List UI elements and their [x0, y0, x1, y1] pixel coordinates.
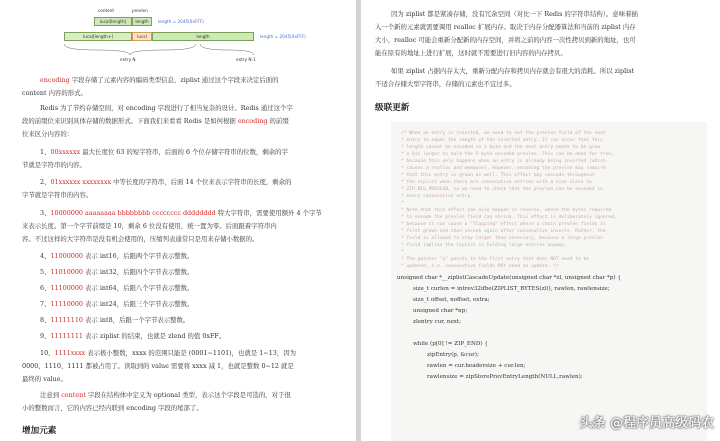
code-comment: * because this only happens when an entry is already being inserted (which: [401, 159, 606, 164]
code-comment: * updated, i.e. consecutive fields MAY need an update. */: [401, 264, 559, 269]
code-line: unsigned char *__ziplistCascadeUpdate(unsigned char *zl, unsigned char *p) {: [397, 275, 621, 281]
list-item: 9、11111111 表示 ziplist 的结束，也就是 zlend 的值 0xFF。: [40, 332, 226, 340]
diagram-top-prevlen: length: [132, 17, 152, 26]
diagram-entry-n: entry N: [120, 57, 136, 62]
code-comment: * that this entry is grown as well. This effect may cascade throughout: [401, 173, 595, 178]
list-item: 6、11100000 表示 int64，后跟八个字节表示整数。: [40, 284, 194, 292]
paragraph-redis-line3: 位来区分内容的：: [22, 130, 74, 138]
list-item-cont: 最终的 value。: [22, 375, 67, 383]
paragraph-memory-line1: 如果 ziplist 占据内存太大，重新分配内存和拷贝内存就会有很大的消耗。所以 ziplist: [391, 67, 635, 75]
diagram-bottom-prevlen: lucsl: [132, 32, 152, 41]
code-comment: * ZIP_BIG_PREVLEN, so we need to check that the prevlen can be encoded in: [401, 187, 603, 192]
code-comment: * to encode the prevlen field can shrink. This effect is deliberately ignored,: [401, 215, 617, 220]
list-item-cont: 容。不过这样的大字符串是没有机会使用的，压缩列表通常只是用来存储小数据的。: [22, 235, 259, 243]
diagram-braces: [40, 42, 340, 62]
code-comment: * length cannot be encoded in 1 byte and the next entry needs to be grow: [401, 145, 601, 150]
list-item: 10、1111xxxx 表示极小整数，xxxx 的范围只能是 (0001~1101)，也就是 1~13，因为: [40, 349, 296, 357]
paragraph-redis-line1: Redis 为了节约存储空间，对 encoding 字段进行了相当复杂的设计。Redis 通过这个字: [40, 104, 293, 112]
paragraph-ziplist-line2: 入一个新的元素就需要调用 realloc 扩展内存。取决于内存分配器算法和当前的 ziplist 内存: [375, 23, 636, 31]
code-comment: * causes a realloc and memmove). However, encoding the prevlen may require: [401, 166, 606, 171]
paragraph-encoding-line1: encoding 字段存储了元素内容的编码类型信息，ziplist 通过这个字段来决定后面的: [40, 76, 279, 84]
right-page: [361, 0, 720, 441]
left-page: [0, 0, 356, 441]
paragraph-encoding-line2: content 内容的形式。: [22, 89, 87, 97]
diagram-top-content: lucal[length]: [94, 17, 132, 26]
code-comment: * the ziplist when there are consecutive entries with a size close to: [401, 180, 592, 185]
code-comment: * first grown and then shrunk again after consecutive inserts. Rather, the: [401, 229, 606, 234]
code-comment: * every consecutive entry.: [401, 194, 473, 199]
code-comment: *: [401, 250, 404, 255]
code-comment: * Note that this effect can also happen in reverse, where the bytes required: [401, 208, 612, 213]
list-item-cont: 节就是字符串的内容。: [22, 161, 86, 169]
watermark-text: 头条 @程序员高级码农: [579, 416, 714, 431]
diagram-entry-n-1: entry N-1: [236, 57, 256, 62]
list-item-cont: 字节就是字符串的内容。: [22, 191, 93, 199]
code-line: zipEntry(p, &cur);: [427, 352, 479, 358]
code-comment: * a bit larger to hold the 5-byte encoded prevlen. This can be done for free,: [401, 152, 614, 157]
code-block: [391, 122, 707, 441]
paragraph-ziplist-line3: 大小，realloc 可能会重新分配新的内存空间，并将之前的内容一次性拷贝到新的地址，也可: [375, 36, 636, 44]
paragraph-content-note-line2: 小的整数而言，它的内容已经内联到 encoding 字段的尾部了。: [22, 404, 203, 412]
list-item: 5、11010000 表示 int32，后跟四个字节表示整数。: [40, 268, 194, 276]
diagram-label-prevlen: prevlen: [132, 8, 148, 13]
paragraph-memory-line2: 不适合存储大型字符串，存储的元素也不宜过多。: [375, 80, 516, 88]
paragraph-content-note-line1: 注意到 content 字段在结构体中定义为 optional 类型，表示这个字段是可选的，对于很: [40, 391, 291, 399]
list-item: 2、01xxxxxx xxxxxxxx 中等长度的字符串，后面 14 个位来表示字符串的长度，剩余的: [40, 178, 292, 186]
code-line: size_t offset, noffset, extra;: [413, 297, 490, 303]
section-heading-cascade-update: 级联更新: [375, 103, 410, 113]
list-item: 8、11111110 表示 int8，后跟一个字节表示整数。: [40, 316, 190, 324]
code-comment: * field is allowed to stay larger than necessary, because a large prevlen: [401, 236, 603, 241]
diagram-label-content: content: [98, 8, 115, 13]
list-item-cont: 来表示长度。第一个字节前缀是 10，剩余 6 位没有使用，统一置为零。后面跟着字符串内: [22, 222, 277, 230]
code-comment: * field implies the ziplist is holding large entries anyway.: [401, 243, 567, 248]
diagram-bottom-length: length: [152, 32, 254, 41]
list-item: 7、11110000 表示 int24，后跟三个字节表示整数。: [40, 300, 194, 308]
code-comment: /* When an entry is inserted, we need to set the prevlen field of the next: [401, 131, 606, 136]
list-item: 3、10000000 aaaaaaaa bbbbbbbb cccccccc dddddddd 特大字符串，需要使用额外 4 个字节: [40, 209, 322, 217]
diagram-bottom-length-note: length = 2045(0xFFF): [260, 34, 306, 39]
list-item: 4、11000000 表示 int16，后跟两个字节表示整数。: [40, 252, 194, 260]
code-comment: * The pointer "p" points to the first entry that does NOT need to be: [401, 257, 590, 262]
code-line: rawlen = cur.headersize + cur.len;: [427, 363, 526, 369]
paragraph-ziplist-line4: 能在原有的地址上进行扩展，这时就不需要进行旧内容的内存拷贝。: [375, 49, 567, 57]
code-line: zlentry cur, next;: [413, 319, 462, 325]
code-comment: * because it can cause a "flapping" effect where a chain prevlen fields is: [401, 222, 606, 227]
code-line: rawlensize = zipStorePrevEntryLength(NULL,rawlen);: [427, 374, 583, 380]
list-item: 1、00xxxxxx 最大长度位 63 的短字符串，后面的 6 个位存储字符串的位数，剩余的字: [40, 148, 288, 156]
entry-layout-diagram: [40, 8, 340, 68]
diagram-top-length-note: length = 2045(0xFFF): [158, 19, 204, 24]
code-line: size_t curlen = intrev32ifbe(ZIPLIST_BYTES(zl)), rawlen, rawlensize;: [413, 286, 610, 292]
paragraph-redis-line2: 段的前缀位来识别具体存储的数据形式。下面我们来看看 Redis 是如何根据 encoding 的前缀: [22, 117, 289, 125]
code-comment: * entry to equal the length of the inserted entry. It can occur that this: [401, 138, 603, 143]
paragraph-ziplist-line1: 因为 ziplist 都是紧凑存储，没有冗余空间（对比一下 Redis 的字符串结构）。意味着插: [391, 10, 638, 18]
list-item-cont: 0000、1110、1111 都被占用了。读取到的 value 需要将 xxxx 减 1，也就是整数 0~12 就是: [22, 362, 294, 370]
code-line: unsigned char *np;: [413, 308, 468, 314]
diagram-bottom-content: lucal[length+]: [64, 32, 132, 41]
code-line: while (p[0] != ZIP_END) {: [413, 341, 488, 347]
code-comment: *: [401, 201, 404, 206]
section-heading-add-element: 增加元素: [22, 426, 57, 436]
